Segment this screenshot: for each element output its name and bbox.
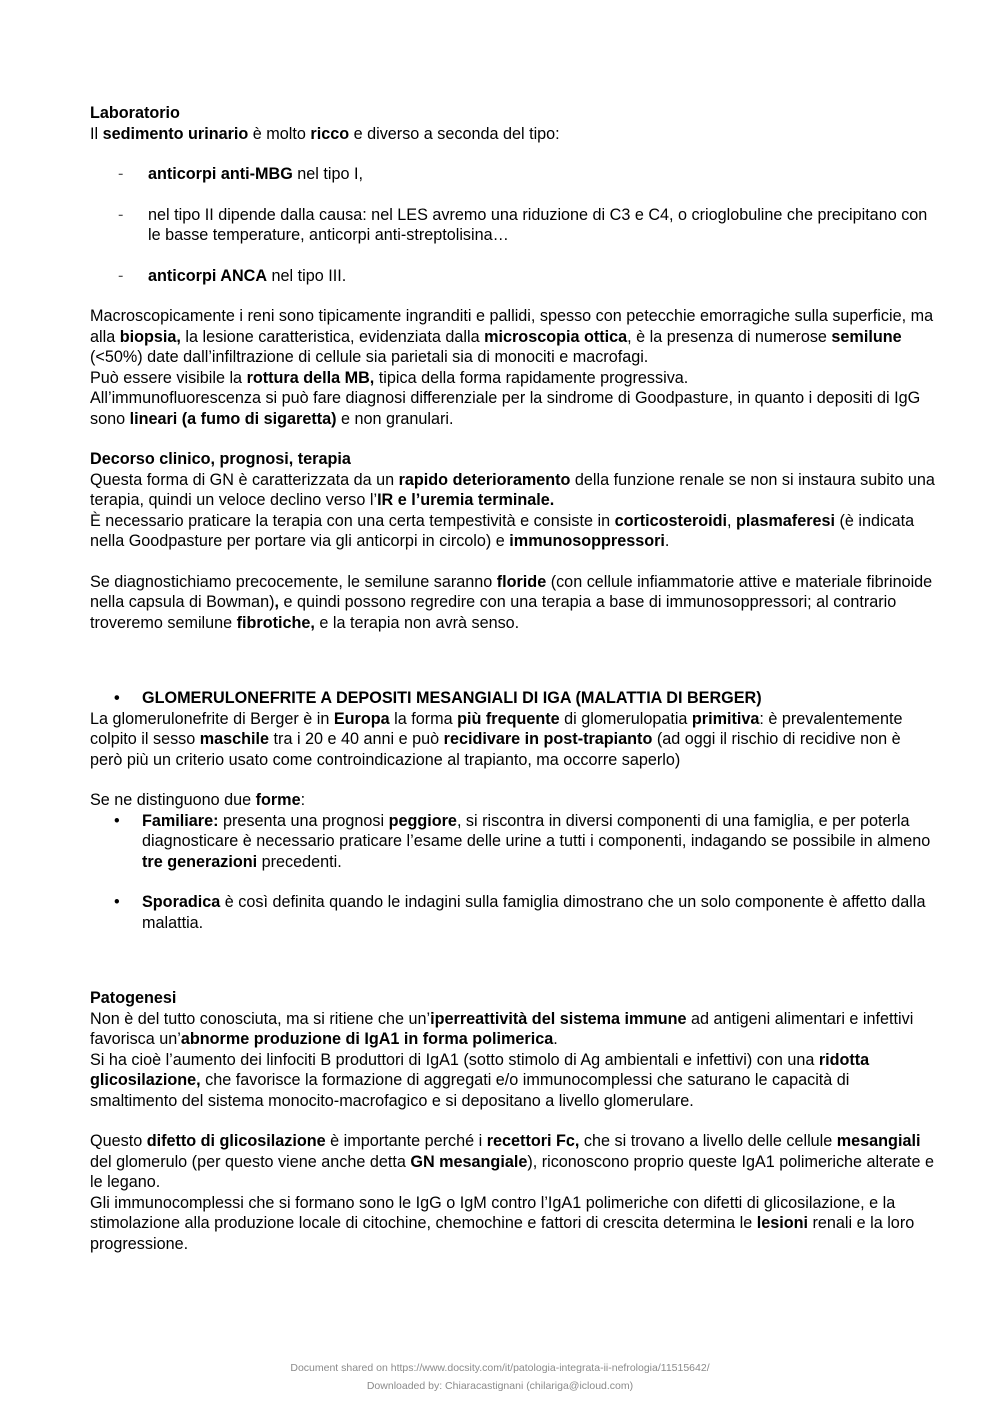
text-run: tipica della forma rapidamente progressiva. [374,368,689,387]
text-run: : è prevalentemente colpito il sesso [90,709,903,748]
footer-downloaded-by: Downloaded by: Chiaracastignani (chilariga@icloud.com) [366,1380,634,1392]
bold-text: semilune [831,327,902,346]
bold-text: floride [496,572,547,591]
paragraph-iperreattivita [90,1009,935,1050]
bold-text: Familiare: [142,811,219,830]
paragraph-forme-intro [90,790,935,811]
text-run: La glomerulonefrite di Berger è in [90,709,334,728]
text-run: e quindi possono regredire con una terapia a base di immunosoppressori; al contrario troveremo semilune [90,593,897,632]
text-run: ), riconoscono proprio queste IgA1 polimeriche alterate e le legano. [90,1152,935,1191]
bold-text: primitiva [691,709,760,728]
text-run: presenta una prognosi [218,811,389,830]
list-item-familiare: • Familiare: presenta una prognosi peggiore, si riscontra in diversi componenti di una famiglia, e per poterla diagnosticare è necessario praticare l’esame delle urine a tutti i componenti, indagando se possibile in almeno tre generazioni precedenti. [114,811,931,871]
text-run: . [664,532,670,550]
text-run: Non è del tutto conosciuta, ma si ritiene che un’ [90,1009,431,1028]
text-run: e la terapia non avrà senso. [314,613,520,632]
bold-text: ricco [310,124,350,143]
bold-text: biopsia, [119,327,181,346]
bold-text: lineari (a fumo di sigaretta) [129,409,337,428]
list-item-anti-mbg: - anticorpi anti-MBG nel tipo I, [118,165,363,183]
bold-text: rapido deterioramento [398,470,571,489]
bold-text: microscopia ottica [484,327,628,346]
text-run: è molto [248,124,311,143]
paragraph-deterioramento [90,470,935,511]
text-run: di glomerulopatia [559,709,692,728]
footer-shared-link: Document shared on https://www.docsity.com/it/patologia-integrata-ii-nefrologia/11515642/ [290,1362,710,1374]
text-run: Questo [90,1132,147,1150]
bold-text: recidivare in post-trapianto [443,730,653,748]
bold-text: anticorpi anti-MBG [148,165,293,183]
bold-text: recettori Fc, [486,1132,580,1150]
bold-text: tre generazioni [142,852,258,871]
section-heading-laboratorio: Laboratorio [90,104,180,122]
text-run: Si ha cioè l’aumento dei linfociti B produttori di IgA1 (sotto stimolo di Ag ambientali e infettivi) con una [90,1050,819,1069]
text-run: Gli immunocomplessi che si formano sono le IgG o IgM contro l’IgA1 polimeriche con difetti di glicosilazione, e la stimolazione alla produzione locale di citochine, chemochine e fattori di crescita determina le [90,1193,896,1232]
text-run: (è indicata nella Goodpasture per portare via gli anticorpi in circolo) e [90,511,915,550]
text-run: è così definita quando le indagini sulla famiglia dimostrano che un solo componente è affetto dalla malattia. [142,893,926,932]
bold-text: peggiore [388,811,457,830]
bold-text: IR e l’uremia terminale. [377,491,555,509]
text-run: Macroscopicamente i reni sono tipicamente ingranditi e pallidi, spesso con petecchie emorragiche sulla superficie, ma alla [90,307,934,346]
bold-text: forme [255,791,301,809]
bold-text: maschile [199,730,270,748]
section-title-berger: • GLOMERULONEFRITE A DEPOSITI MESANGIALI DI IGA (MALATTIA DI BERGER) [114,689,762,707]
text-run: renali e la loro progressione. [90,1214,915,1253]
text-run: (ad oggi il rischio di recidive non è però più un criterio usato come controindicazione al trapianto, ma occorre saperlo) [90,730,901,769]
section-heading-decorso: Decorso clinico, prognosi, terapia [90,450,351,468]
bold-text: GN mesangiale [410,1152,528,1171]
text-run: All’immunofluorescenza si può fare diagnosi differenziale per la sindrome di Goodpasture, in quanto i depositi di IgG sono [90,389,921,428]
text-run: e diverso a seconda del tipo: [349,124,560,143]
bold-text: anticorpi ANCA [148,266,268,285]
text-run: nel tipo II dipende dalla causa: nel LES avremo una riduzione di C3 e C4, o crioglobuline che precipitano con le basse temperature, anticorpi anti-streptolisina… [148,205,928,244]
bold-text: lesioni [756,1214,809,1232]
bold-text: Sporadica [142,893,221,911]
bold-text: corticosteroidi [614,511,728,530]
text-run: Questa forma di GN è caratterizzata da un [90,470,399,489]
bold-text: abnorme produzione di IgA1 in forma polimerica [180,1030,554,1048]
list-item-anca: - anticorpi ANCA nel tipo III. [118,266,347,285]
paragraph-macroscopia [90,306,935,368]
text-run: tra i 20 e 40 anni e può [269,730,444,748]
bold-text: , [274,593,279,611]
paragraph-recettori-fc [90,1131,935,1193]
text-run: Se ne distinguono due [90,791,256,809]
bold-text: Europa [333,709,390,728]
text-run: precedenti. [257,852,342,871]
text-run: Può essere visibile la [90,368,247,387]
text-run: e non granulari. [336,409,454,428]
text-run: . [553,1030,558,1048]
text-run: è importante perché i [325,1132,487,1150]
paragraph-semilune [90,572,935,634]
text-run: Se diagnostichiamo precocemente, le semilune saranno [90,572,497,591]
text-run: la lesione caratteristica, evidenziata dalla [180,327,485,346]
paragraph-terapia [90,511,935,552]
paragraph-immunofluorescenza [90,388,935,429]
paragraph-berger-intro [90,709,935,771]
section-heading-patogenesi: Patogenesi [90,989,177,1007]
bold-text: mesangiali [836,1132,921,1150]
text-run: , [727,511,737,530]
text-run: Il [90,124,103,143]
list-item-sporadica: • Sporadica è così definita quando le indagini sulla famiglia dimostrano che un solo componente è affetto dalla malattia. [114,893,926,932]
text-run: (con cellule infiammatorie attive e materiale fibrinoide nella capsula di Bowman) [90,572,933,611]
text-run: della funzione renale se non si instaura subito una terapia, quindi un veloce declino verso l’ [90,470,935,509]
bold-text: sedimento urinario [102,124,249,143]
bold-text: fibrotiche, [236,613,315,632]
list-item-tipo-ii: - nel tipo II dipende dalla causa: nel LES avremo una riduzione di C3 e C4, o crioglobuline che precipitano con le basse temperature, anticorpi anti-streptolisina… [118,205,928,244]
text-run: nel tipo I, [292,165,363,183]
text-run: (<50%) date dall’infiltrazione di cellule sia parietali sia di monociti e macrofagi. [90,348,649,366]
text-run: ad antigeni alimentari e infettivi favorisca un’ [90,1009,914,1048]
text-run: È necessario praticare la terapia con una certa tempestività e consiste in [90,511,615,530]
text-run: : [300,791,306,809]
text-run: che favorisce la formazione di aggregati e/o immunocomplessi che saturano le capacità di smaltimento del sistema monocito-macrofagico e si depositano a livello glomerulare. [90,1071,850,1110]
text-run: del glomerulo (per questo viene anche detta [90,1152,411,1171]
bold-text: plasmaferesi [736,511,835,530]
document-page [90,103,935,1254]
paragraph-sedimento [90,124,935,145]
text-run: , è la presenza di numerose [627,327,832,346]
text-run: nel tipo III. [267,266,347,285]
bold-text: iperreattività del sistema immune [430,1009,687,1028]
bold-text: difetto di glicosilazione [146,1132,326,1150]
paragraph-immunocomplessi [90,1193,935,1255]
paragraph-rottura-mb [90,368,935,389]
bold-text: rottura della MB, [246,368,375,387]
text-run: che si trovano a livello delle cellule [579,1132,837,1150]
bold-text: ridotta glicosilazione, [90,1050,870,1089]
text-run: , si riscontra in diversi componenti di una famiglia, e per poterla diagnosticare è necessario praticare l’esame delle urine a tutti i componenti, indagando se possibile in almeno [142,811,931,850]
paragraph-glicosilazione [90,1050,935,1112]
bold-text: immunosoppressori [509,532,665,550]
text-run: la forma [389,709,458,728]
bold-text: più frequente [457,709,560,728]
